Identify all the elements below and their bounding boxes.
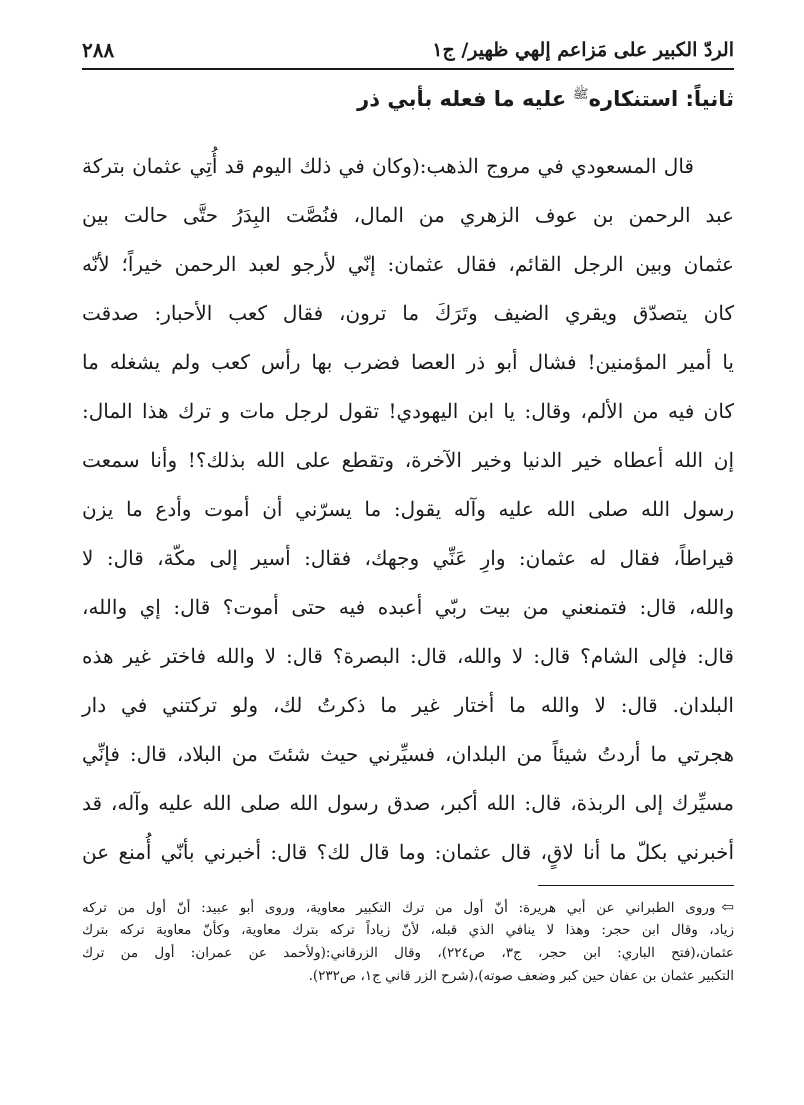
footnote-line-text: وروى الطبراني عن أبي هريرة: أنّ أول من ترك التكبير معاوية، وروى أبو عبيد: أنّ أول من تركه xyxy=(82,900,716,916)
page-number: ٢٨٨ xyxy=(82,38,115,62)
footnote-line xyxy=(82,896,734,919)
footnote-line: التكبير عثمان بن عفان حين كبر وضعف صوته)،(شرح الزر قاني ج١، ص٢٣٢). xyxy=(308,968,734,984)
body-line: عبد الرحمن بن عوف الزهري من المال، فنُصَّت البِدَرُ حتَّى حالت بين xyxy=(82,203,734,227)
body-line: رسول الله صلى الله عليه وآله يقول: ما يسرّني أن أموت وأدع ما يزن xyxy=(82,497,734,521)
body-line: إن الله أعطاه خير الدنيا وخير الآخرة، وتقطع على الله بذلك؟! وأنا سمعت xyxy=(82,448,734,472)
heading-label: ثانياً: استنكاره xyxy=(588,87,734,111)
body-line: يا أمير المؤمنين! فشال أبو ذر العصا فضرب بها رأس كعب ولم يشغله ما xyxy=(82,350,734,374)
body-line: قال: فإلى الشام؟ قال: لا والله، قال: البصرة؟ قال: لا والله فاختر غير هذه xyxy=(82,644,734,668)
body-line: قال المسعودي في مروج الذهب:(وكان في ذلك اليوم قد أُتِي عثمان بتركة xyxy=(82,154,694,178)
footnote-line: عثمان،(فتح الباري: ابن حجر، ج٣، ص٢٢٤)، وقال الزرقاني:(ولأحمد عن عمران: أول من ترك xyxy=(82,945,734,961)
footnote-separator xyxy=(538,885,734,886)
body-line: البلدان. قال: لا والله ما أختار غير ما ذكرتُ لك، ولو تركتني في دار xyxy=(82,693,734,717)
footnote-line: زياد، وقال ابن حجر: وهذا لا ينافي الذي قبله، لأنّ زياداً تركه بترك معاوية، وكأنّ معاوية تركه بترك xyxy=(82,922,734,938)
body-line: عثمان وبين الرجل القائم، فقال عثمان: إنّي لأرجو لعبد الرحمن خيراً؛ لأنّه xyxy=(82,252,734,276)
salawat-symbol: ﷺ xyxy=(572,87,589,102)
heading-rest: عليه ما فعله بأبي ذر xyxy=(357,87,567,111)
footnote xyxy=(82,896,734,988)
body-line: كان يتصدّق ويقري الضيف وتَرَكَ ما ترون، فقال كعب الأحبار: صدقت xyxy=(82,301,734,325)
body-line: أخبرني بكلّ ما أنا لاقٍ، قال عثمان: وما قال لك؟ قال: أخبرني بأنّي أُمنع عن xyxy=(82,840,734,864)
body-line: مسيِّرك إلى الربذة، قال: الله أكبر، صدق رسول الله صلى الله عليه وآله، قد xyxy=(82,791,734,815)
page-header xyxy=(82,32,734,70)
body-line: والله، قال: فتمنعني من بيت ربّي أعبده فيه حتى أموت؟ قال: إي والله، xyxy=(82,595,734,619)
body-text xyxy=(82,142,734,877)
continuation-arrow-icon: ⇦ xyxy=(721,898,734,916)
running-title: الردّ الكبير على مَزاعم إلهي ظهير/ ج١ xyxy=(432,39,734,61)
body-line: هجرتي ما أردتُ شيئاً من البلدان، فسيِّرني حيث شئتَ من البلاد، قال: فإنِّي xyxy=(82,742,734,766)
section-heading xyxy=(82,86,734,126)
body-line: كان فيه من الألم، وقال: يا ابن اليهودي! تقول لرجل مات و ترك هذا المال: xyxy=(82,399,734,423)
body-line: قيراطاً، فقال له عثمان: وارِ عَنِّي وجهك، فقال: أسير إلى مكّة، قال: لا xyxy=(82,546,734,570)
